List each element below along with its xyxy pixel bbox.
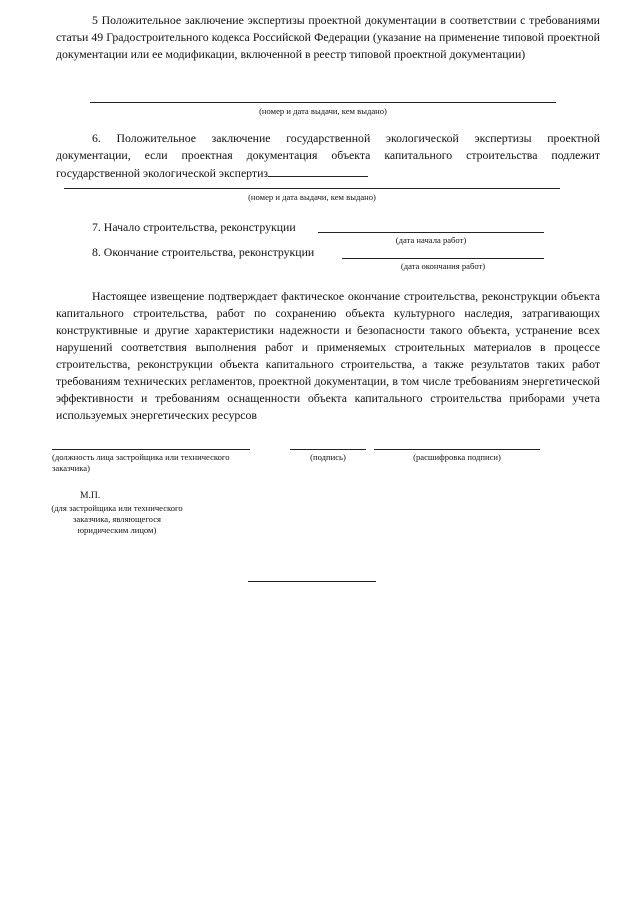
item5-underline xyxy=(90,102,556,103)
signature-underline xyxy=(290,449,366,450)
item7-underline xyxy=(318,232,544,233)
item6-inline-underline xyxy=(268,164,368,177)
item6-underline xyxy=(64,188,560,189)
stamp-mp: М.П. xyxy=(80,490,101,501)
bottom-line xyxy=(248,581,376,582)
position-underline xyxy=(52,449,250,450)
signature-caption: (подпись) xyxy=(310,452,346,462)
item5-caption: (номер и дата выдачи, кем выдано) xyxy=(259,106,387,116)
decoding-underline xyxy=(374,449,540,450)
item8-underline xyxy=(342,258,544,259)
item8-caption: (дата окончания работ) xyxy=(400,261,486,271)
item6-caption: (номер и дата выдачи, кем выдано) xyxy=(248,192,376,202)
item6-text xyxy=(56,130,600,182)
decoding-caption: (расшифровка подписи) xyxy=(413,452,501,462)
item7-caption: (дата начала работ) xyxy=(395,235,467,245)
stamp-note: (для застройщика или технического заказчика, являющегося юридическим лицом) xyxy=(51,503,183,535)
item7-label: 7. Начало строительства, реконструкции xyxy=(92,220,296,234)
item5-text: 5 Положительное заключение экспертизы проектной документации в соответствии с требованиями статьи 49 Градостроительного кодекса Российской Федерации (указание на применение типовой проектной документации или ее модификации, включенной в реестр типовой проектной документации) xyxy=(56,13,600,61)
position-caption: (должность лица застройщика или технического заказчика) xyxy=(52,452,230,473)
item6-text-body: 6. Положительное заключение государственной экологической экспертизы проектной документации, если проектная документация объекта капитального строительства подлежит государственной экологической экспертиз xyxy=(56,131,600,180)
notice-paragraph: Настоящее извещение подтверждает фактическое окончание строительства, реконструкции объекта капитального строительства, работ по сохранению объекта культурного наследия, затрагивающих конструктивные и другие характеристики надежности и безопасности такого объекта, устранение всех нарушений соответствия выполнения работ и применяемых строительных материалов в процессе строительства, реконструкции объекта капитального строительства, а также результатов таких работ требованиям технических регламентов, проектной документации, в том числе требованиям энергетической эффективности и требованиям оснащенности объекта капитального строительства приборами учета используемых энергетических ресурсов xyxy=(56,289,600,422)
item8-label: 8. Окончание строительства, реконструкции xyxy=(92,245,315,259)
